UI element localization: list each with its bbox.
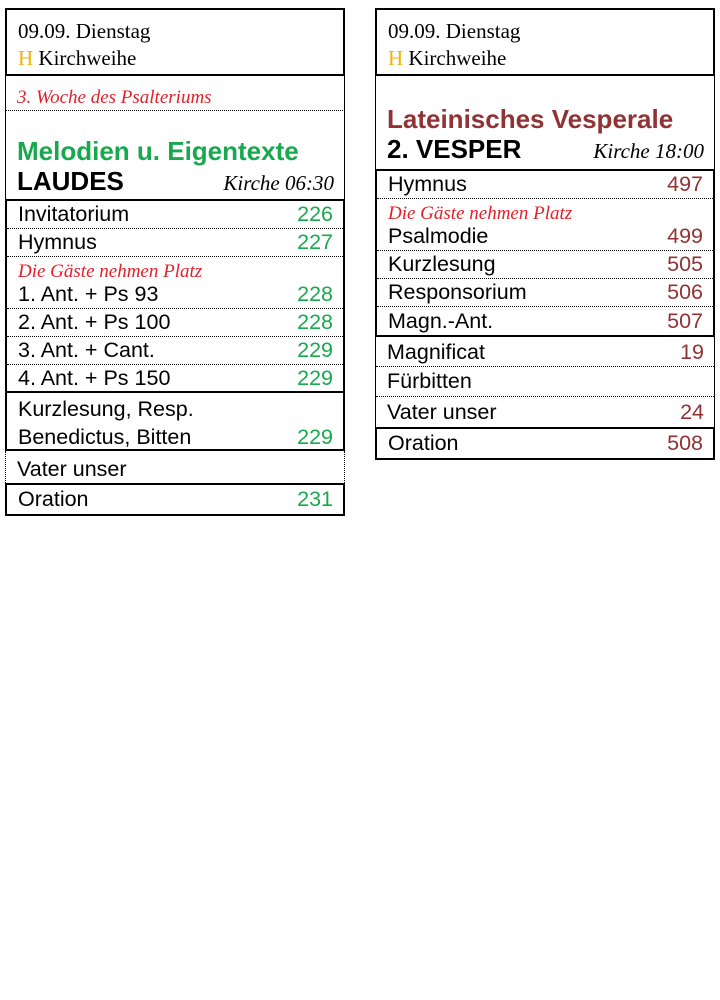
psalter-week: 3. Woche des Psalteriums (5, 76, 345, 111)
heading-area (5, 111, 345, 199)
item-label: Kurzlesung, Resp. (18, 397, 194, 421)
list-item (376, 367, 714, 397)
item-label: Vater unser (17, 456, 127, 481)
item-page: 229 (297, 338, 333, 362)
date-header (5, 8, 345, 76)
list-item (7, 365, 343, 393)
item-label: Oration (388, 431, 459, 455)
item-page: 19 (680, 340, 704, 364)
item-label: 2. Ant. + Ps 100 (18, 310, 171, 334)
item-label: Fürbitten (387, 369, 472, 393)
item-page: 24 (680, 399, 704, 424)
list-item (7, 485, 343, 514)
item-page: 505 (667, 252, 703, 276)
feast-line (388, 45, 713, 72)
date-line: 09.09. Dienstag (18, 19, 151, 43)
item-page: 227 (297, 230, 333, 254)
item-label: Oration (18, 487, 89, 511)
item-label: Kurzlesung (388, 252, 496, 276)
item-page: 507 (667, 308, 703, 333)
list-item (7, 309, 343, 337)
date-header (375, 8, 715, 76)
item-page: 229 (297, 425, 333, 449)
list-item (377, 429, 713, 458)
list-item (5, 451, 345, 483)
hour-name: 2. VESPER (387, 134, 522, 164)
item-page: 228 (297, 310, 333, 334)
item-label: Psalmodie (388, 224, 489, 248)
closing-group (5, 483, 345, 516)
item-label: Hymnus (388, 172, 467, 196)
feast-line (18, 45, 343, 72)
list-item (7, 201, 343, 229)
hour-row (387, 134, 714, 164)
hour-time: Kirche 06:30 (223, 171, 334, 195)
list-item (377, 171, 713, 199)
hour-name: LAUDES (17, 166, 124, 196)
item-page: 508 (667, 431, 703, 455)
item-label: Benedictus, Bitten (18, 425, 192, 449)
section-title: Lateinisches Vesperale (387, 104, 674, 134)
list-item (7, 337, 343, 365)
list-item (377, 251, 713, 279)
closing-group (375, 427, 715, 460)
item-label: 1. Ant. + Ps 93 (18, 282, 159, 306)
item-label: 3. Ant. + Cant. (18, 338, 155, 362)
item-line (18, 423, 333, 451)
guest-note: Die Gäste nehmen Platz (388, 203, 573, 224)
item-page: 229 (297, 365, 333, 390)
vesper-column (375, 8, 715, 460)
rank-marker: H (18, 46, 34, 70)
item-label: Magnificat (387, 340, 485, 364)
opening-group (5, 199, 345, 451)
item-label: Magn.-Ant. (388, 308, 494, 333)
item-page: 231 (297, 487, 333, 511)
list-item-multiline (7, 393, 343, 449)
item-page: 228 (297, 282, 333, 306)
list-item (7, 281, 343, 309)
item-label: Invitatorium (18, 202, 130, 226)
list-item (377, 279, 713, 307)
list-item (377, 223, 713, 251)
item-label: 4. Ant. + Ps 150 (18, 365, 171, 390)
item-page: 506 (667, 280, 703, 304)
list-item (377, 307, 713, 335)
rank-marker: H (388, 46, 404, 70)
laudes-column (5, 8, 345, 516)
feast-name: Kirchweihe (408, 46, 507, 70)
item-label: Vater unser (387, 399, 497, 424)
psalmody-group (375, 169, 715, 337)
hour-row (17, 166, 344, 196)
hour-time: Kirche 18:00 (593, 139, 704, 163)
feast-name: Kirchweihe (38, 46, 137, 70)
guest-note: Die Gäste nehmen Platz (18, 261, 203, 282)
list-item (7, 229, 343, 257)
item-page: 226 (297, 202, 333, 226)
section-title: Melodien u. Eigentexte (17, 136, 299, 166)
canticle-group (375, 337, 715, 427)
list-item (376, 397, 714, 427)
heading-area (375, 76, 715, 169)
item-page: 497 (667, 172, 703, 196)
list-item (376, 337, 714, 367)
item-label: Responsorium (388, 280, 527, 304)
item-page: 499 (667, 224, 703, 248)
date-line: 09.09. Dienstag (388, 19, 521, 43)
item-label: Hymnus (18, 230, 97, 254)
